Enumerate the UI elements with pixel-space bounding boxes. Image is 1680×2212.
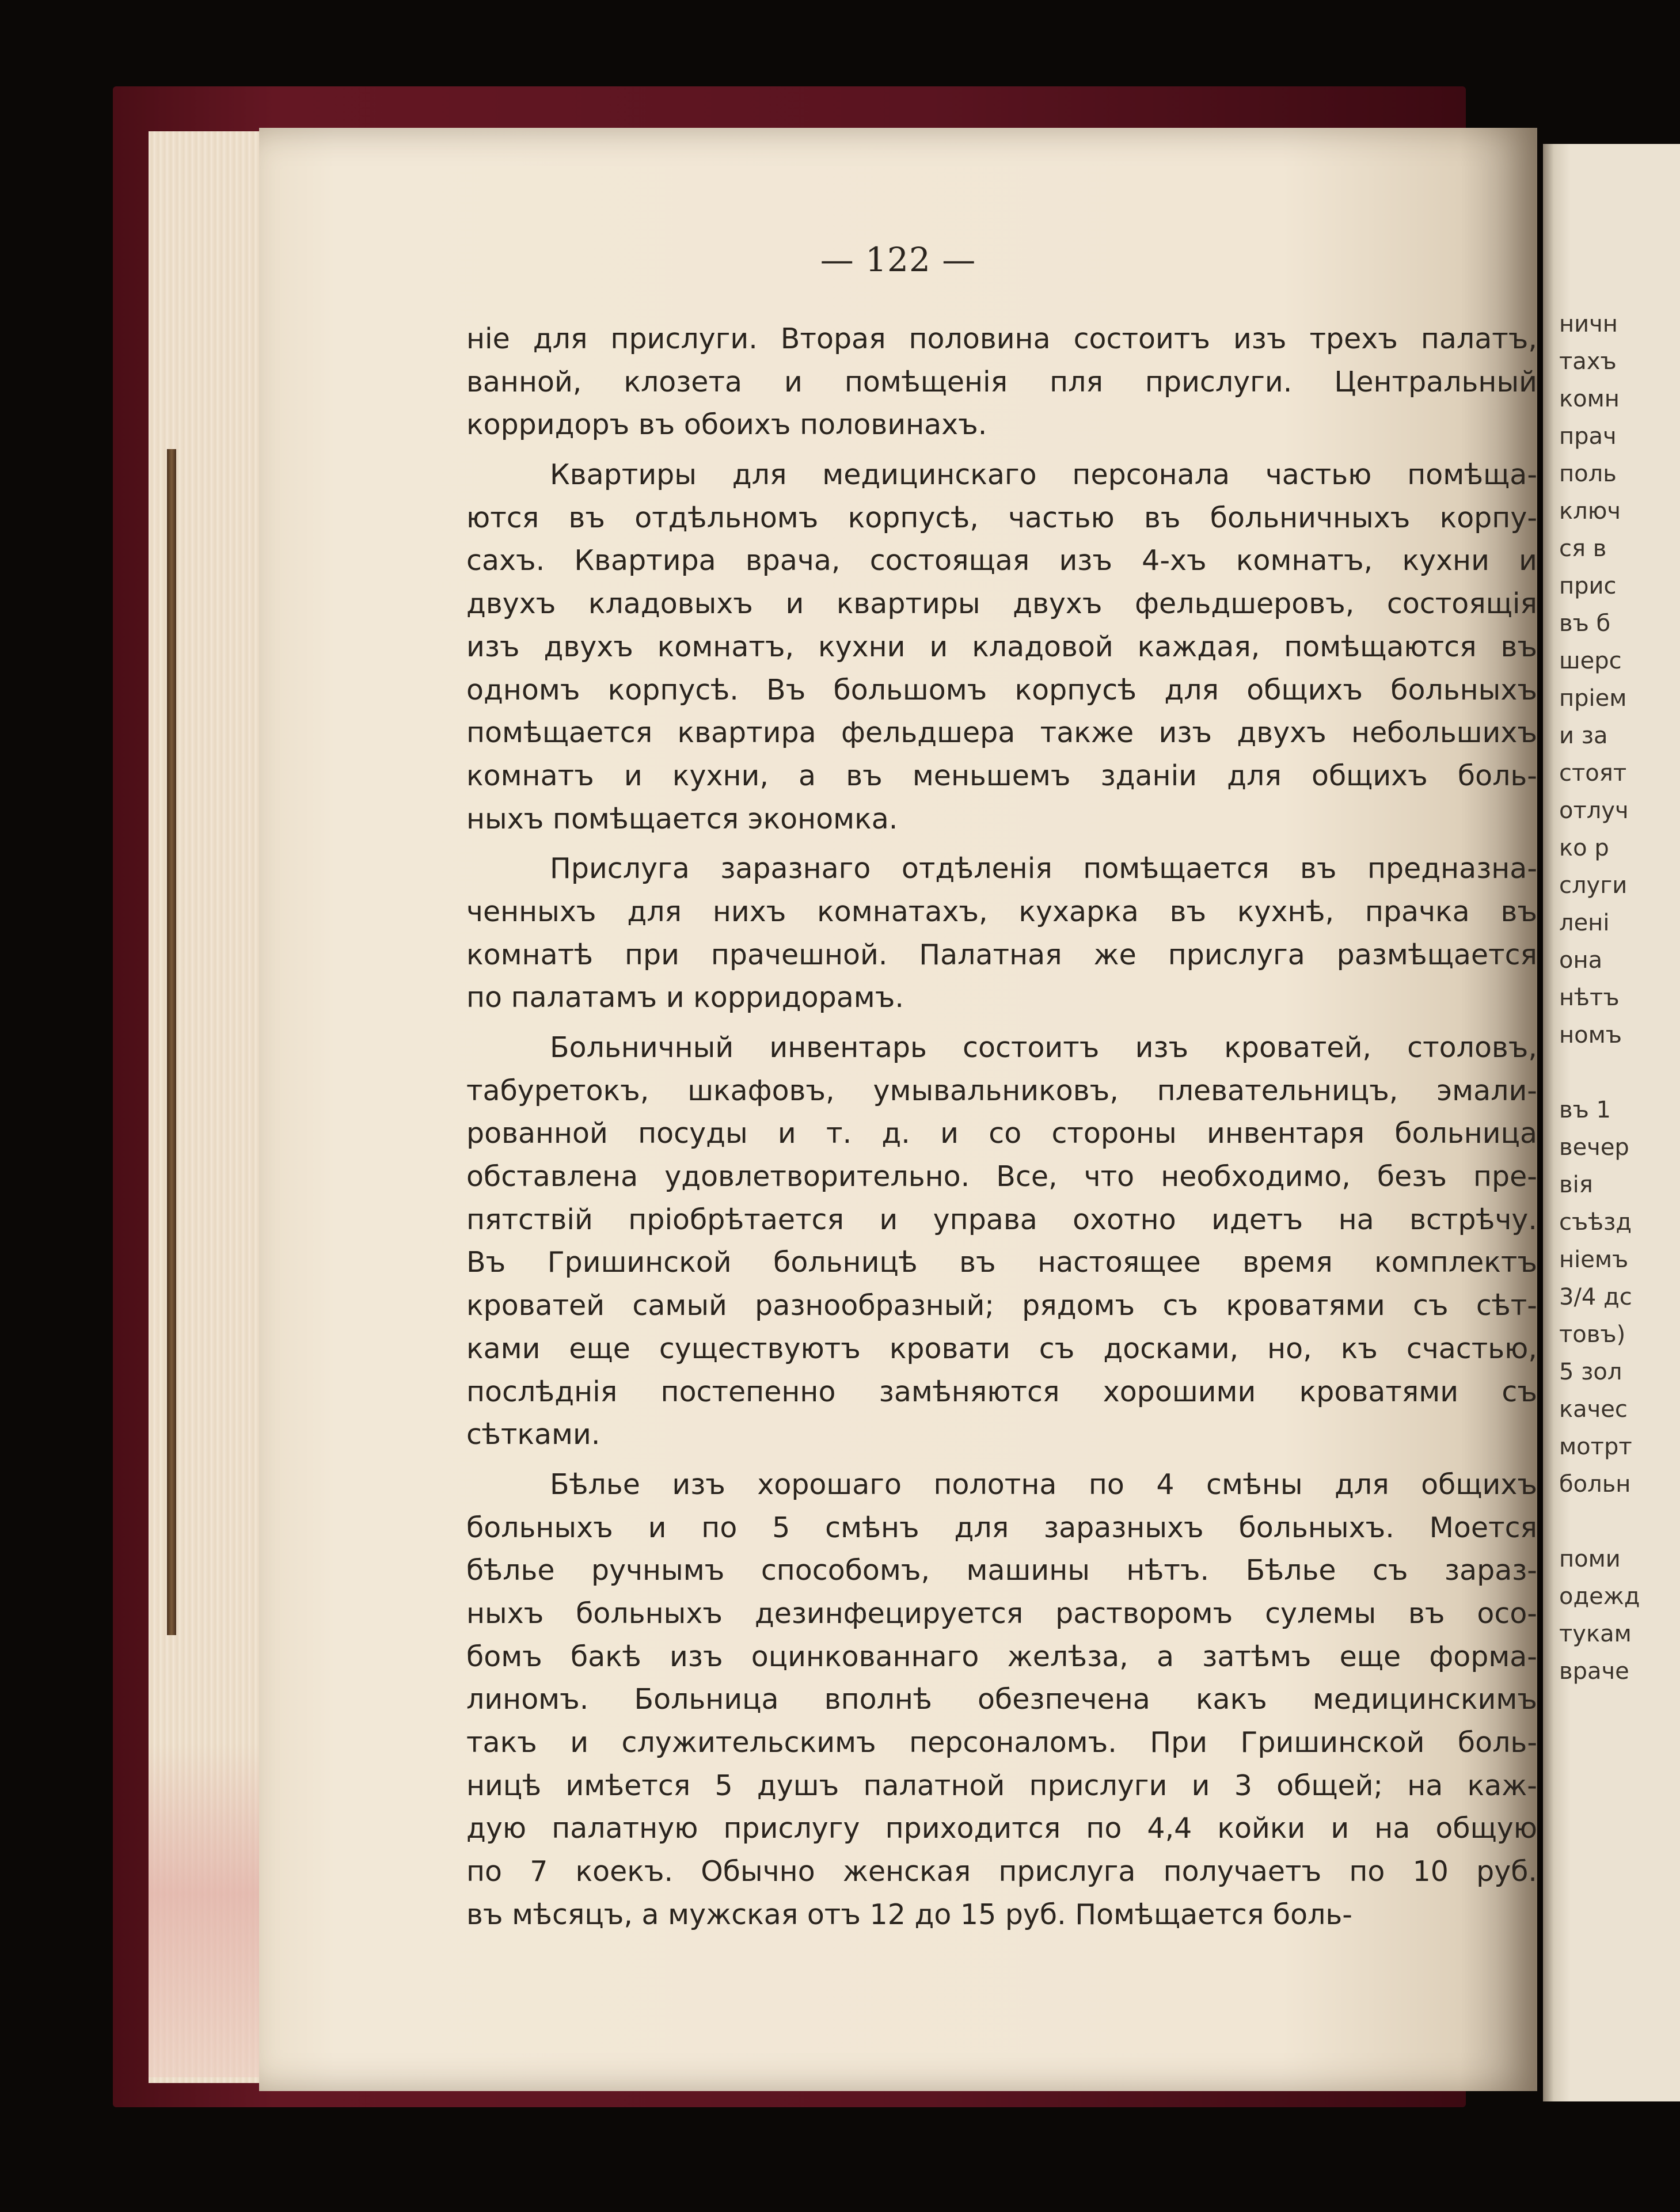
text-line: комнатъ и кухни, а въ меньшемъ зданіи для общихъ боль- [466, 759, 1537, 792]
paragraph [466, 1027, 1537, 1457]
text-line: ются въ отдѣльномъ корпусѣ, частью въ больничныхъ корпу- [466, 501, 1537, 534]
facing-text-fragment: лені [1559, 910, 1610, 936]
text-line: ванной, клозета и помѣщенія пля прислуги. Центральный [466, 365, 1537, 398]
facing-text-fragment: въ 1 [1559, 1097, 1611, 1123]
facing-text-fragment: тукам [1559, 1621, 1632, 1647]
facing-text-fragment: ко р [1559, 835, 1609, 861]
facing-text-fragment: слуги [1559, 872, 1628, 899]
text-line: Квартиры для медицинскаго персонала частью помѣща- [550, 458, 1537, 492]
text-line: ніе для прислуги. Вторая половина состоитъ изъ трехъ палатъ, [466, 322, 1537, 355]
facing-text-fragment: прис [1559, 573, 1617, 599]
text-line: ныхъ больныхъ дезинфецируется растворомъ сулемы въ осо- [466, 1597, 1537, 1630]
text-line: изъ двухъ комнатъ, кухни и кладовой каждая, помѣщаются въ [466, 630, 1537, 663]
facing-text-fragment: въ б [1559, 610, 1611, 637]
text-line: линомъ. Больница вполнѣ обезпечена какъ медицинскимъ [466, 1683, 1537, 1716]
text-line: послѣднія постепенно замѣняются хорошими кроватями съ [466, 1375, 1537, 1408]
facing-text-fragment: пріем [1559, 685, 1627, 712]
text-line: Прислуга заразнаго отдѣленія помѣщается въ предназна- [550, 852, 1537, 885]
text-line: корридоръ въ обоихъ половинахъ. [466, 408, 987, 442]
text-line: ченныхъ для нихъ комнатахъ, кухарка въ кухнѣ, прачка въ [466, 895, 1537, 928]
facing-text-fragment: одежд [1559, 1583, 1640, 1610]
text-line: пятствій пріобрѣтается и управа охотно идетъ на встрѣчу. [466, 1203, 1537, 1236]
facing-text-fragment: шерс [1559, 648, 1622, 674]
text-line: Въ Гришинской больницѣ въ настоящее время комплектъ [466, 1246, 1537, 1279]
bookmark-ribbon [167, 449, 176, 1635]
text-line: Больничный инвентарь состоитъ изъ кроватей, столовъ, [550, 1031, 1537, 1064]
text-line: ныхъ помѣщается экономка. [466, 802, 898, 835]
facing-text-fragment: 3/4 дс [1559, 1284, 1632, 1310]
text-line: двухъ кладовыхъ и квартиры двухъ фельдшеровъ, состоящія [466, 587, 1537, 621]
facing-text-fragment: номъ [1559, 1022, 1622, 1048]
facing-text-fragment: вія [1559, 1172, 1593, 1198]
facing-text-fragment: ся в [1559, 535, 1607, 562]
text-line: по 7 коекъ. Обычно женская прислуга получаетъ по 10 руб. [466, 1855, 1537, 1888]
facing-text-fragment: ничн [1559, 311, 1618, 337]
paragraph [466, 1464, 1537, 1937]
paragraph [466, 454, 1537, 841]
facing-text-fragment: она [1559, 947, 1603, 974]
text-line: больныхъ и по 5 смѣнъ для заразныхъ больныхъ. Моется [466, 1511, 1537, 1544]
page-number: — 122 — [820, 240, 976, 279]
edge-stain [149, 1743, 269, 2077]
facing-text-fragment: враче [1559, 1658, 1629, 1685]
text-line: табуретокъ, шкафовъ, умывальниковъ, плевательницъ, эмали- [466, 1074, 1537, 1107]
facing-text-fragment: отлуч [1559, 797, 1629, 824]
facing-text-fragment: мотрт [1559, 1434, 1632, 1460]
text-line: помѣщается квартира фельдшера также изъ двухъ небольшихъ [466, 716, 1537, 750]
text-line: сахъ. Квартира врача, состоящая изъ 4-хъ комнатъ, кухни и [466, 544, 1537, 577]
facing-text-fragment: поми [1559, 1546, 1621, 1572]
facing-text-fragment: ключ [1559, 498, 1621, 525]
facing-text-fragment: нѣтъ [1559, 985, 1620, 1011]
facing-text-fragment: вечер [1559, 1134, 1629, 1161]
facing-text-fragment: больн [1559, 1471, 1631, 1498]
facing-text-fragment: и за [1559, 723, 1608, 749]
facing-text-fragment: поль [1559, 461, 1617, 487]
facing-text-fragment: качес [1559, 1396, 1628, 1423]
paragraph [466, 847, 1537, 1020]
page-text [466, 318, 1537, 1936]
text-line: бомъ бакѣ изъ оцинкованнаго желѣза, а затѣмъ еще форма- [466, 1640, 1537, 1673]
facing-text-fragment: стоят [1559, 760, 1627, 786]
text-line: ницѣ имѣется 5 душъ палатной прислуги и 3 общей; на каж- [466, 1769, 1537, 1802]
paragraph [466, 318, 1537, 447]
facing-page [1543, 144, 1680, 2101]
facing-text-fragment: ніемъ [1559, 1246, 1629, 1273]
facing-text-fragment: комн [1559, 386, 1620, 412]
text-line: кроватей самый разнообразный; рядомъ съ кроватями съ сѣт- [466, 1289, 1537, 1322]
facing-text-fragment: тахъ [1559, 348, 1617, 375]
text-line: въ мѣсяцъ, а мужская отъ 12 до 15 руб. Помѣщается боль- [466, 1898, 1352, 1931]
facing-text-fragment: прач [1559, 423, 1617, 450]
book-page [259, 128, 1537, 2091]
text-line: обставлена удовлетворительно. Все, что необходимо, безъ пре- [466, 1160, 1537, 1194]
text-line: по палатамъ и корридорамъ. [466, 981, 904, 1014]
text-line: одномъ корпусѣ. Въ большомъ корпусѣ для общихъ больныхъ [466, 673, 1537, 706]
facing-text-fragment: 5 зол [1559, 1359, 1622, 1385]
facing-text-fragment: съѣзд [1559, 1209, 1632, 1236]
page-edges [149, 131, 264, 2083]
text-line: рованной посуды и т. д. и со стороны инвентаря больница [466, 1117, 1537, 1150]
text-line: Бѣлье изъ хорошаго полотна по 4 смѣны для общихъ [550, 1468, 1537, 1501]
text-line: сѣтками. [466, 1418, 600, 1451]
text-line: такъ и служительскимъ персоналомъ. При Гришинской боль- [466, 1726, 1537, 1759]
text-line: бѣлье ручнымъ способомъ, машины нѣтъ. Бѣлье съ зараз- [466, 1554, 1537, 1587]
text-line: ками еще существуютъ кровати съ досками, но, къ счастью, [466, 1332, 1537, 1365]
text-line: дую палатную прислугу приходится по 4,4 койки и на общую [466, 1812, 1537, 1845]
facing-text-fragment: товъ) [1559, 1321, 1626, 1348]
text-line: комнатѣ при прачешной. Палатная же прислуга размѣщается [466, 938, 1537, 971]
